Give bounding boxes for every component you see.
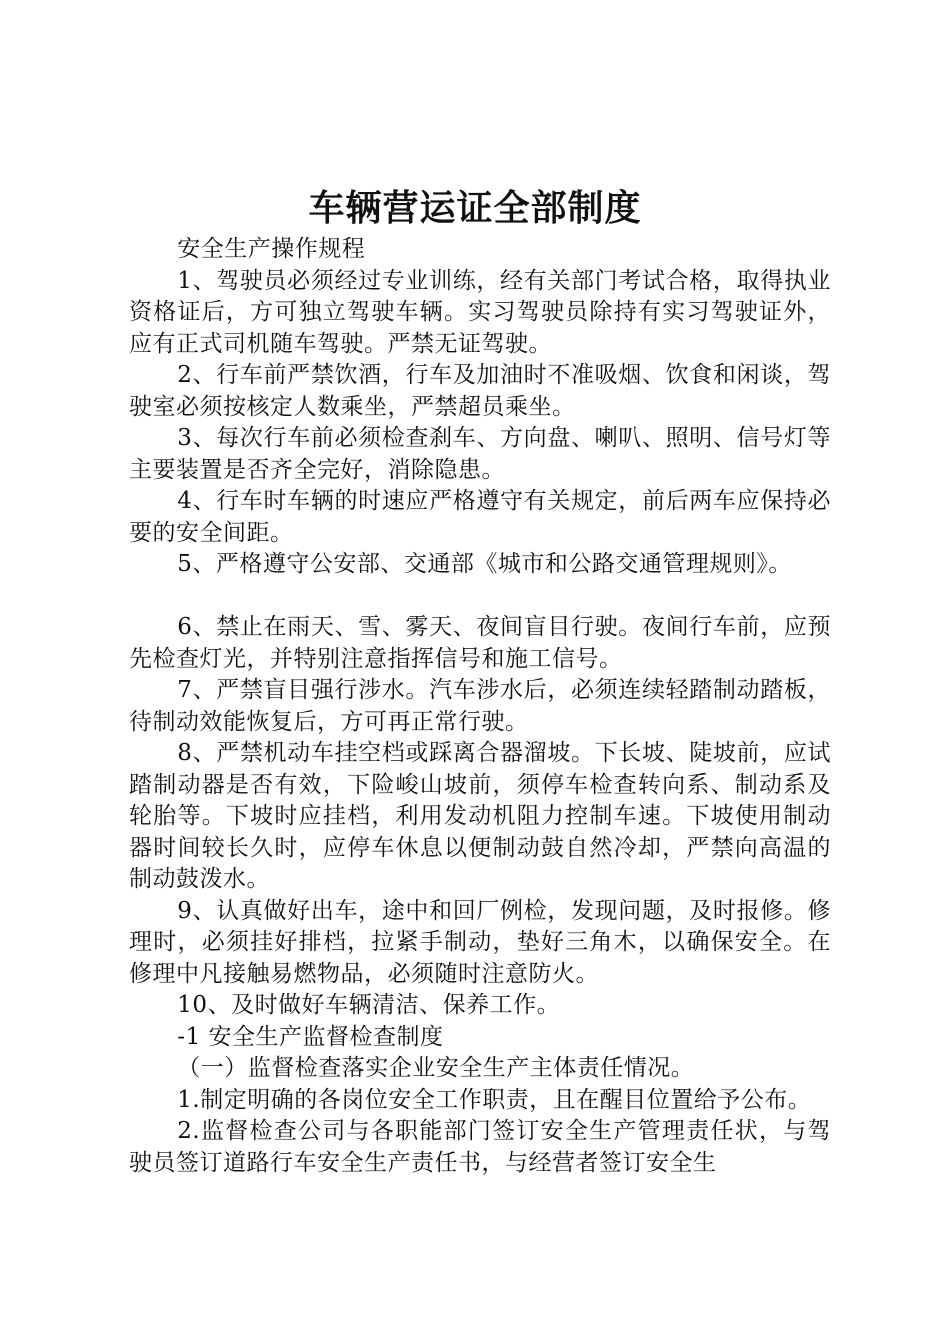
- paragraph-item-2: 2.监督检查公司与各职能部门签订安全生产管理责任状，与驾驶员签订道路行车安全生产责任书，与经营者签订安全生: [129, 1118, 831, 1176]
- paragraph-rule-8: 8、严禁机动车挂空档或踩离合器溜坡。下长坡、陡坡前，应试踏制动器是否有效，下险峻山坡前，须停车检查转向系、制动系及轮胎等。下坡时应挂档，利用发动机阻力控制车速。下坡使用制动器时间较长久时，应停车休息以便制动鼓自然冷却，严禁向高温的制动鼓泼水。: [129, 740, 831, 892]
- section-heading-safety-procedures: 安全生产操作规程: [177, 236, 366, 262]
- paragraph-rule-3: 3、每次行车前必须检查刹车、方向盘、喇叭、照明、信号灯等主要装置是否齐全完好，消除隐患。: [129, 425, 831, 483]
- paragraph-rule-10: 10、及时做好车辆清洁、保养工作。: [177, 992, 561, 1018]
- section-heading-supervision: -1 安全生产监督检查制度: [177, 1023, 444, 1050]
- paragraph-rule-1: 1、驾驶员必须经过专业训练，经有关部门考试合格，取得执业资格证后，方可独立驾驶车辆。实习驾驶员除持有实习驾驶证外，应有正式司机随车驾驶。严禁无证驾驶。: [129, 267, 831, 357]
- subsection-heading-1: （一）监督检查落实企业安全生产主体责任情况。: [177, 1055, 695, 1081]
- document-title: 车辆营运证全部制度: [308, 188, 642, 229]
- document-body: [129, 234, 831, 1179]
- paragraph-rule-7: 7、严禁盲目强行涉水。汽车涉水后，必须连续轻踏制动踏板，待制动效能恢复后，方可再正常行驶。: [129, 677, 831, 735]
- paragraph-rule-9: 9、认真做好出车，途中和回厂例检，发现问题，及时报修。修理时，必须挂好排档，拉紧手制动，垫好三角木，以确保安全。在修理中凡接触易燃物品，必须随时注意防火。: [129, 897, 831, 987]
- paragraph-item-1: 1.制定明确的各岗位安全工作职责，且在醒目位置给予公布。: [177, 1086, 812, 1113]
- paragraph-rule-4: 4、行车时车辆的时速应严格遵守有关规定，前后两车应保持必要的安全间距。: [129, 488, 831, 546]
- paragraph-rule-6: 6、禁止在雨天、雪、雾天、夜间盲目行驶。夜间行车前，应预先检查灯光，并特别注意指挥信号和施工信号。: [129, 614, 831, 672]
- paragraph-rule-5: 5、严格遵守公安部、交通部《城市和公路交通管理规则》。: [177, 551, 792, 577]
- paragraph-rule-2: 2、行车前严禁饮酒，行车及加油时不准吸烟、饮食和闲谈，驾驶室必须按核定人数乘坐，严禁超员乘坐。: [129, 362, 831, 420]
